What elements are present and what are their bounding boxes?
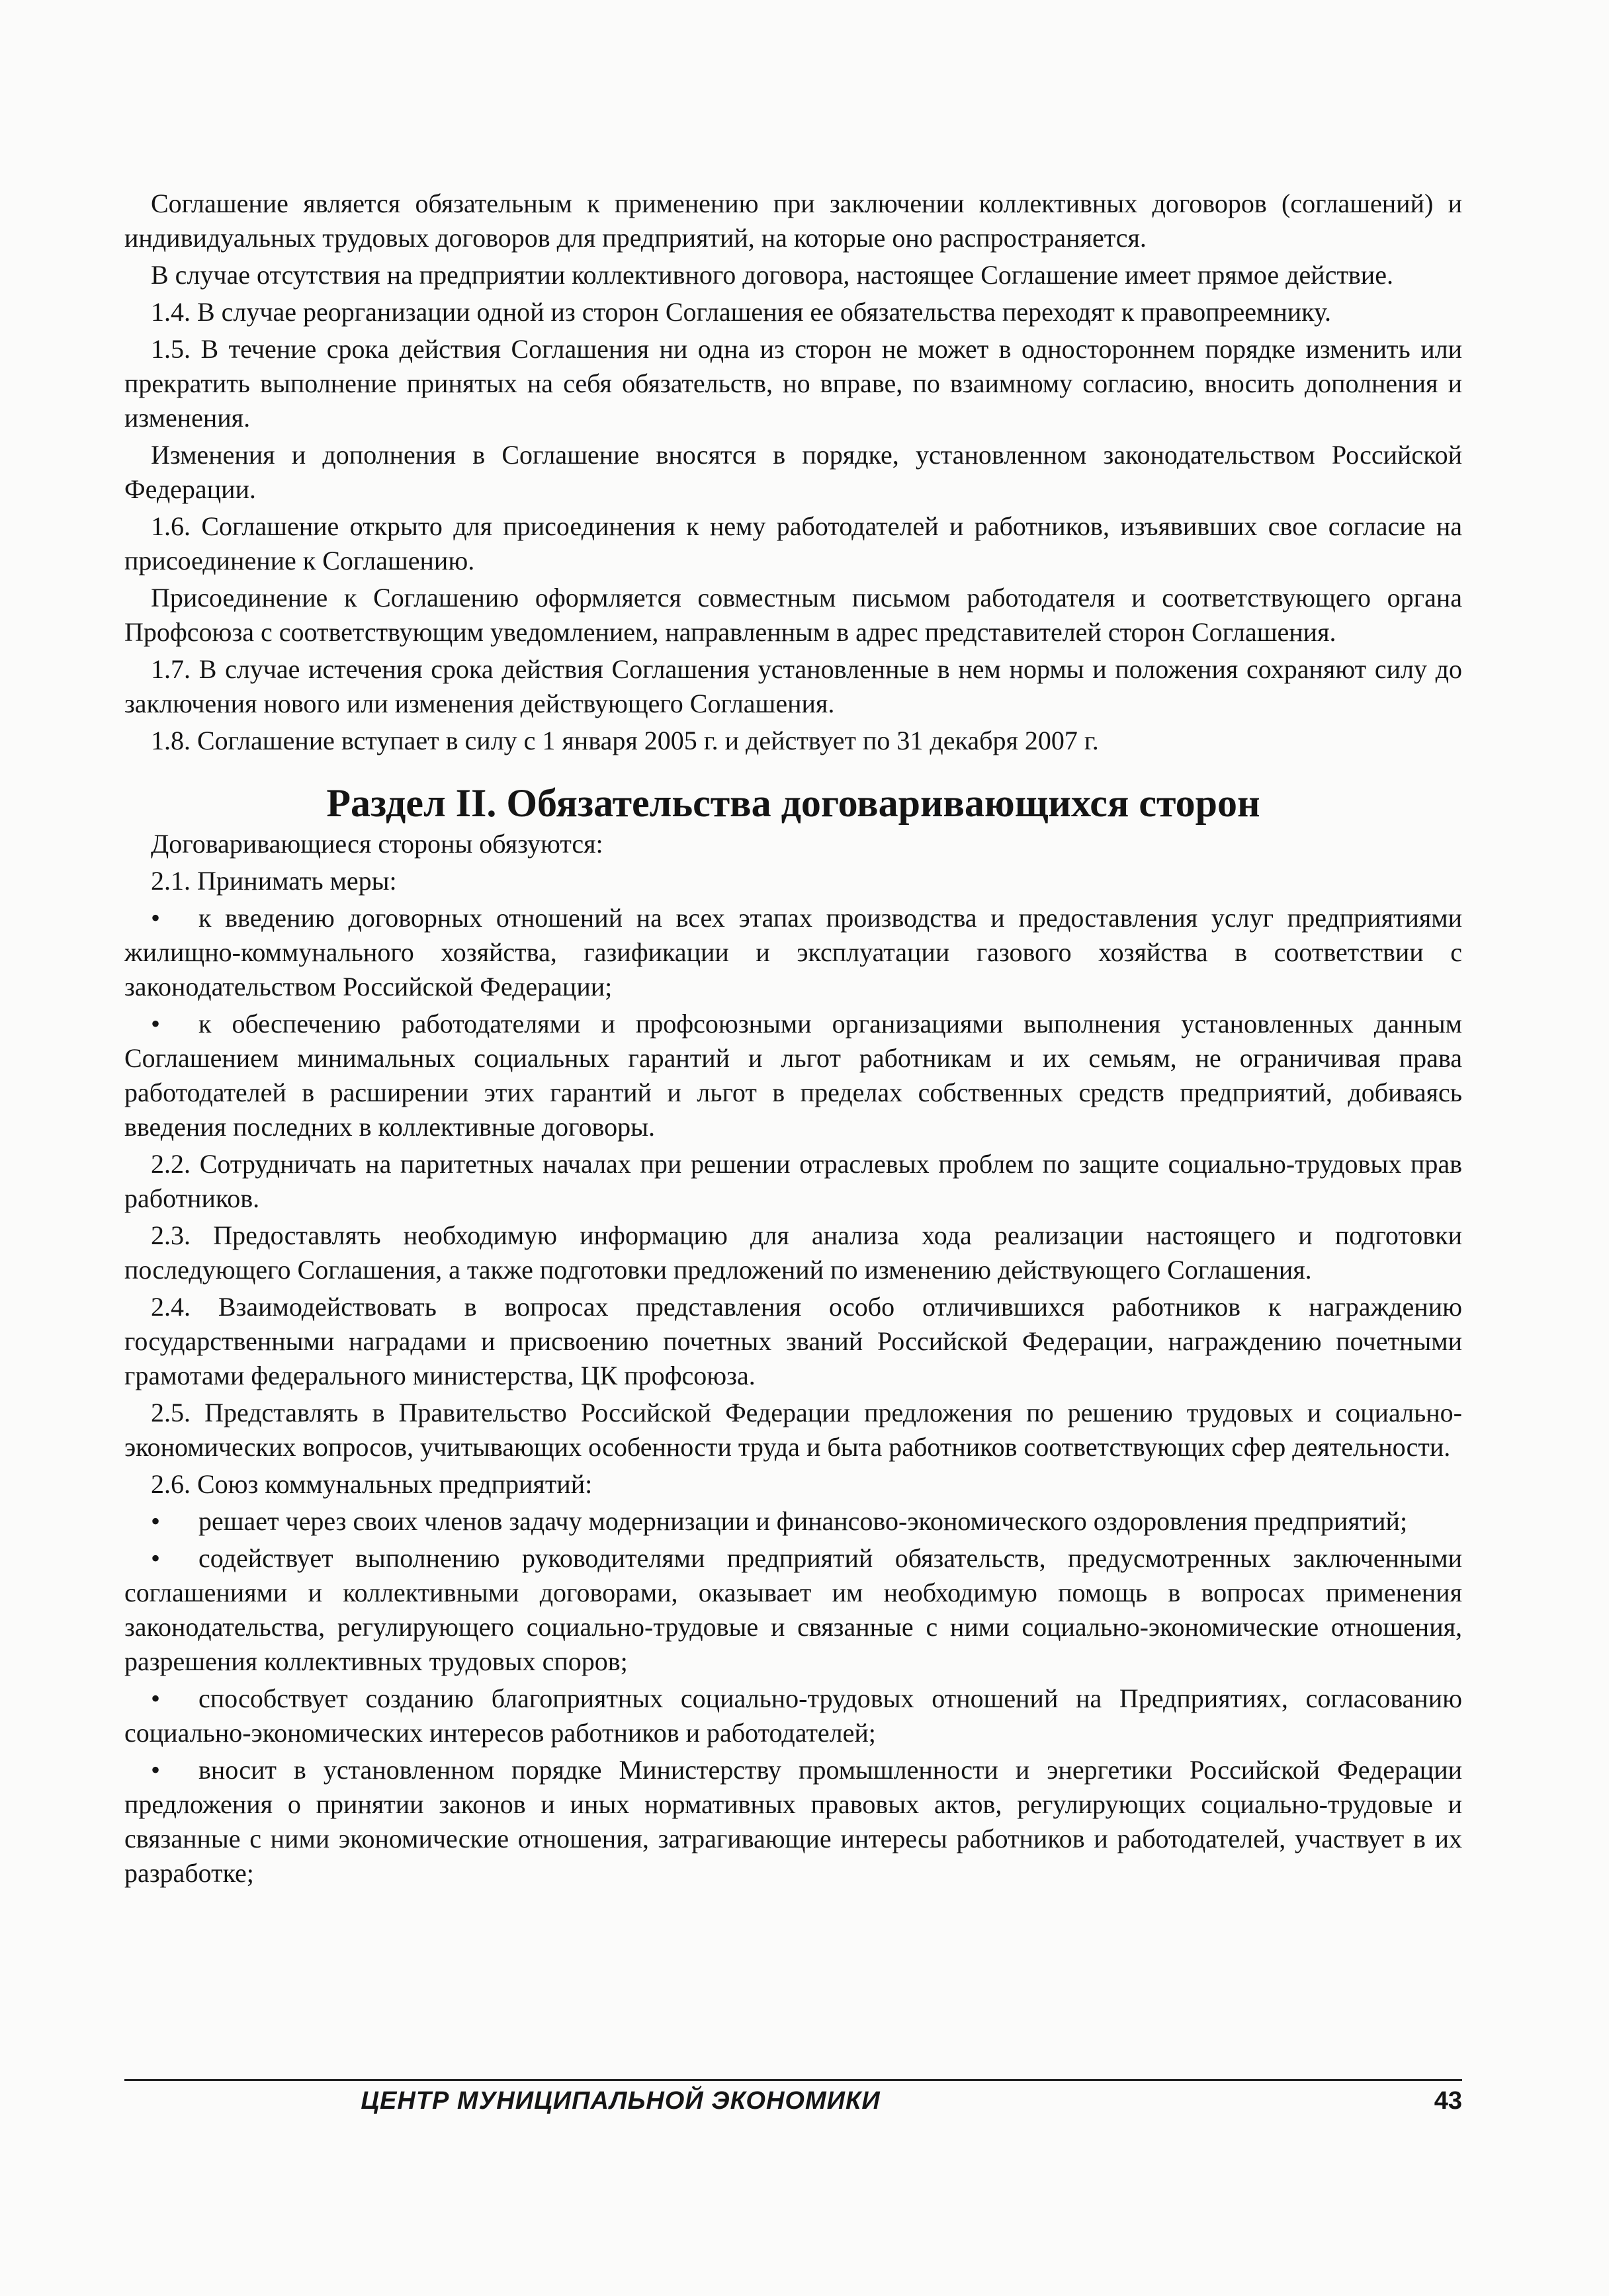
paragraph-1-8: 1.8. Соглашение вступает в силу с 1 января 2005 г. и действует по 31 декабря 2007 г. <box>151 726 1099 755</box>
bullet-icon: • <box>151 1009 161 1039</box>
list-item <box>124 1681 1462 1750</box>
item-2-4: 2.4. Взаимодействовать в вопросах представления особо отличившихся работников к награждению государственными наградами и присвоению почетных званий Российской Федерации, награждению почетными грамотами федерального министерства, ЦК профсоюза. <box>124 1292 1462 1390</box>
paragraph: Присоединение к Соглашению оформляется совместным письмом работодателя и соответствующего органа Профсоюза с соответствующим уведомлением, направленным в адрес представителей сторон Соглашения. <box>124 583 1462 647</box>
item-2-6: 2.6. Союз коммунальных предприятий: <box>151 1469 593 1499</box>
list-item-text: содействует выполнению руководителями предприятий обязательств, предусмотренных заключенными соглашениями и коллективными договорами, оказывает им необходимую помощь в вопросах применения законодательства, регулирующего социально-трудовые и связанные с ними социально-экономические отношения, разрешения коллективных трудовых споров; <box>124 1543 1462 1676</box>
paragraph-1-4: 1.4. В случае реорганизации одной из сторон Соглашения ее обязательства переходят к правопреемнику. <box>151 297 1332 327</box>
list-item-text: к введению договорных отношений на всех этапах производства и предоставления услуг предприятиями жилищно-коммунального хозяйства, газификации и эксплуатации газового хозяйства в соответствии с законодательством Российской Федерации; <box>124 903 1462 1001</box>
document-body <box>124 187 1462 1893</box>
list-item-text: вносит в установленном порядке Министерству промышленности и энергетики Российской Федерации предложения о принятии законов и иных нормативных правовых актов, регулирующих социально-трудовые и связанные с ними экономические отношения, затрагивающие интересы работников и работодателей, участвует в их разработке; <box>124 1755 1462 1888</box>
paragraph-1-7: 1.7. В случае истечения срока действия Соглашения установленные в нем нормы и положения сохраняют силу до заключения нового или изменения действующего Соглашения. <box>124 654 1462 718</box>
paragraph: Соглашение является обязательным к применению при заключении коллективных договоров (соглашений) и индивидуальных трудовых договоров для предприятий, на которые оно распространяется. <box>124 189 1462 253</box>
list-item <box>124 1007 1462 1144</box>
bullet-icon: • <box>151 1543 161 1573</box>
list-item-text: к обеспечению работодателями и профсоюзными организациями выполнения установленных данным Соглашением минимальных социальных гарантий и льгот работникам и их семьям, не ограничивая права работодателей в расширении этих гарантий и льгот в пределах собственных средств предприятий, добиваясь введения последних в коллективные договоры. <box>124 1009 1462 1142</box>
item-2-5: 2.5. Представлять в Правительство Российской Федерации предложения по решению трудовых и социально-экономических вопросов, учитывающих особенности труда и быта работников соответствующих сфер деятельности. <box>124 1398 1462 1462</box>
item-2-3: 2.3. Предоставлять необходимую информацию для анализа хода реализации настоящего и подготовки последующего Соглашения, а также подготовки предложений по изменению действующего Соглашения. <box>124 1220 1462 1285</box>
list-item <box>124 1541 1462 1679</box>
item-2-2: 2.2. Сотрудничать на паритетных началах при решении отраслевых проблем по защите социально-трудовых прав работников. <box>124 1149 1462 1213</box>
section-title: Раздел II. Обязательства договаривающихся сторон <box>326 781 1260 825</box>
list-item <box>124 1753 1462 1891</box>
paragraph-1-6: 1.6. Соглашение открыто для присоединения к нему работодателей и работников, изъявивших свое согласие на присоединение к Соглашению. <box>124 511 1462 575</box>
list-item <box>124 1504 1462 1539</box>
paragraph-1-5: 1.5. В течение срока действия Соглашения ни одна из сторон не может в одностороннем порядке изменить или прекратить выполнение принятых на себя обязательств, но вправе, по взаимному согласию, вносить дополнения и изменения. <box>124 334 1462 433</box>
paragraph: В случае отсутствия на предприятии коллективного договора, настоящее Соглашение имеет прямое действие. <box>151 260 1393 290</box>
bullet-icon: • <box>151 1683 161 1713</box>
list-item <box>124 901 1462 1004</box>
item-2-1: 2.1. Принимать меры: <box>151 866 397 896</box>
section-intro: Договаривающиеся стороны обязуются: <box>151 829 603 859</box>
page-number: 43 <box>1434 2087 1462 2115</box>
paragraph: Изменения и дополнения в Соглашение вносятся в порядке, установленном законодательством Российской Федерации. <box>124 440 1462 504</box>
bullet-icon: • <box>151 903 161 933</box>
list-item-text: решает через своих членов задачу модернизации и финансово-экономического оздоровления предприятий; <box>198 1506 1408 1536</box>
bullet-icon: • <box>151 1506 161 1536</box>
footer-divider <box>124 2079 1462 2081</box>
footer-publisher: ЦЕНТР МУНИЦИПАЛЬНОЙ ЭКОНОМИКИ <box>361 2087 881 2115</box>
bullet-icon: • <box>151 1755 161 1785</box>
list-item-text: способствует созданию благоприятных социально-трудовых отношений на Предприятиях, согласованию социально-экономических интересов работников и работодателей; <box>124 1683 1462 1748</box>
